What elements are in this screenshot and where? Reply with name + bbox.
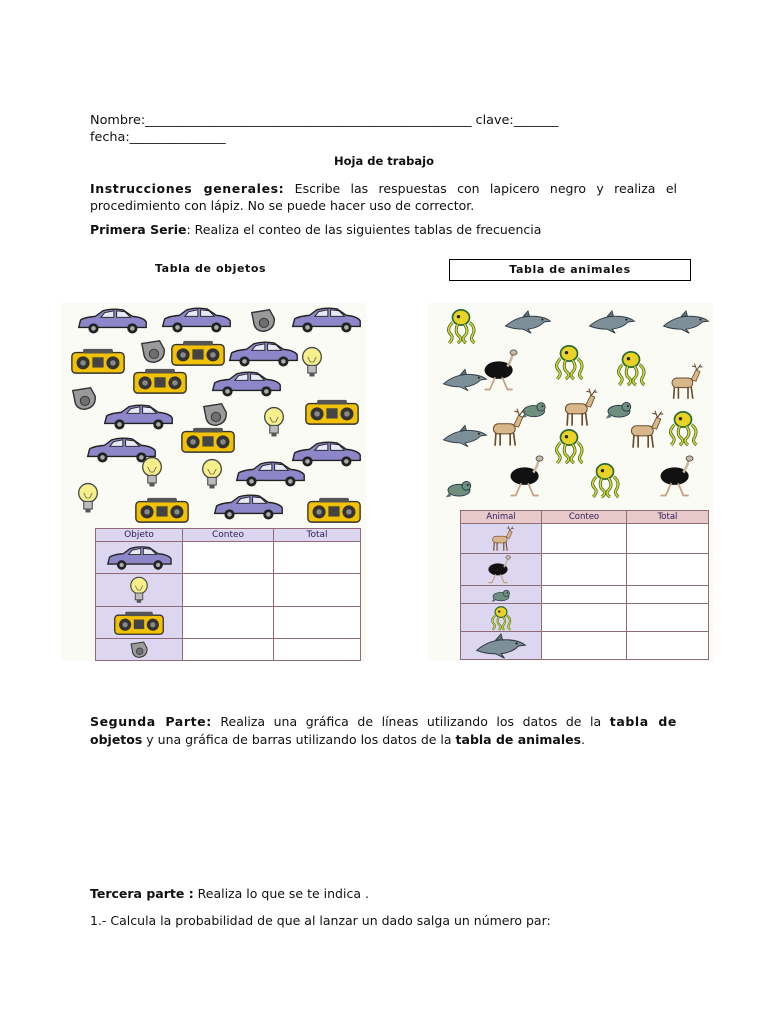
table-row: [96, 542, 361, 574]
table-row: [96, 639, 361, 661]
total-cell[interactable]: [274, 574, 361, 607]
deer-icon: [484, 407, 528, 449]
car-icon: [226, 340, 300, 368]
whistle-icon: [201, 401, 229, 429]
ostrich-icon: [486, 555, 516, 585]
bulb-icon: [126, 575, 152, 605]
car-icon: [159, 306, 233, 334]
segunda-line2: [90, 732, 585, 747]
car-icon: [75, 307, 149, 335]
total-cell[interactable]: [627, 604, 709, 632]
whistle-icon: [128, 640, 150, 660]
table-row: [96, 574, 361, 607]
octopus-icon: [489, 605, 513, 631]
ostrich-icon: [656, 455, 702, 499]
dolphin-icon: [473, 633, 529, 659]
deer-icon: [556, 387, 600, 429]
dolphin-icon: [442, 423, 488, 449]
bulb-icon: [299, 345, 325, 379]
total-cell[interactable]: [627, 632, 709, 660]
radio-icon: [179, 426, 237, 454]
car-icon: [233, 460, 307, 488]
segunda-end: .: [581, 732, 586, 747]
conteo-cell[interactable]: [542, 554, 627, 586]
car-icon: [104, 545, 174, 571]
conteo-cell[interactable]: [183, 574, 274, 607]
whistle-icon: [249, 307, 277, 335]
total-cell[interactable]: [627, 554, 709, 586]
table-row: [461, 604, 709, 632]
conteo-cell[interactable]: [183, 639, 274, 661]
octopus-icon: [552, 427, 586, 465]
dolphin-icon: [662, 309, 710, 335]
primera-text: : Realiza el conteo de las siguientes tablas de frecuencia: [186, 222, 542, 237]
table-row: [461, 554, 709, 586]
segunda-label: Segunda Parte:: [90, 714, 212, 729]
car-icon: [211, 493, 285, 521]
bulb-icon: [261, 405, 287, 439]
primera-serie: [90, 222, 541, 237]
seal-icon: [490, 587, 512, 603]
animals-header-animal: Animal: [461, 511, 542, 524]
segunda-text1: Realiza una gráfica de líneas utilizando los datos de la: [220, 714, 602, 729]
objects-header-conteo: Conteo: [183, 529, 274, 542]
whistle-icon: [70, 385, 98, 413]
table-row: [461, 586, 709, 604]
instructions-line1: [90, 181, 677, 196]
dolphin-icon: [588, 309, 636, 335]
radio-icon: [133, 496, 191, 524]
radio-icon: [169, 339, 227, 367]
question-1: 1.- Calcula la probabilidad de que al lanzar un dado salga un número par:: [90, 913, 551, 928]
tercera-text: Realiza lo que se te indica .: [193, 886, 369, 901]
octopus-icon: [588, 461, 622, 499]
animals-header-conteo: Conteo: [542, 511, 627, 524]
nombre-line: Nombre:___________________________________________________ clave:_______: [90, 113, 559, 128]
total-cell[interactable]: [274, 542, 361, 574]
radio-icon: [303, 398, 361, 426]
radio-icon: [131, 367, 189, 395]
dolphin-icon: [442, 367, 488, 393]
primera-label: Primera Serie: [90, 222, 187, 237]
conteo-cell[interactable]: [542, 604, 627, 632]
segunda-bold3: tabla de animales: [455, 732, 582, 747]
segunda-line1: [90, 714, 677, 729]
segunda-bold2: objetos: [90, 732, 143, 747]
dolphin-icon: [504, 309, 552, 335]
octopus-icon: [444, 307, 478, 345]
radio-icon: [69, 347, 127, 375]
conteo-cell[interactable]: [183, 607, 274, 639]
objects-header-objeto: Objeto: [96, 529, 183, 542]
conteo-cell[interactable]: [542, 586, 627, 604]
deer-icon: [485, 525, 517, 553]
conteo-cell[interactable]: [542, 524, 627, 554]
total-cell[interactable]: [627, 586, 709, 604]
table-row: [461, 524, 709, 554]
total-cell[interactable]: [627, 524, 709, 554]
car-icon: [101, 403, 175, 431]
deer-icon: [622, 409, 666, 451]
fecha-line: fecha:_______________: [90, 130, 226, 145]
tercera-parte: [90, 886, 369, 901]
animals-header-total: Total: [627, 511, 709, 524]
whistle-icon: [139, 338, 167, 366]
car-icon: [209, 370, 283, 398]
table-row: [461, 632, 709, 660]
total-cell[interactable]: [274, 639, 361, 661]
tercera-label: Tercera parte :: [90, 886, 194, 901]
animals-frequency-table: [460, 510, 709, 660]
table-row: [96, 607, 361, 639]
octopus-icon: [614, 349, 648, 387]
radio-icon: [112, 610, 166, 636]
page-title: Hoja de trabajo: [333, 154, 435, 168]
bulb-icon: [199, 457, 225, 491]
deer-icon: [664, 361, 704, 403]
instructions-label: Instrucciones generales:: [90, 181, 285, 196]
radio-icon: [305, 496, 363, 524]
bulb-icon: [75, 481, 101, 515]
total-cell[interactable]: [274, 607, 361, 639]
animals-table-title: Tabla de animales: [449, 259, 691, 281]
instructions-text1: Escribe las respuestas con lapicero negro y realiza el: [294, 181, 677, 196]
instructions-line2: procedimiento con lápiz. No se puede hacer uso de corrector.: [90, 198, 475, 213]
octopus-icon: [666, 409, 700, 447]
objects-frequency-table: [95, 528, 361, 661]
segunda-bold1: tabla de: [609, 714, 677, 729]
conteo-cell[interactable]: [183, 542, 274, 574]
bulb-icon: [139, 455, 165, 489]
seal-icon: [444, 477, 474, 499]
objects-table-title: Tabla de objetos: [155, 262, 267, 275]
objects-header-total: Total: [274, 529, 361, 542]
ostrich-icon: [506, 455, 552, 499]
conteo-cell[interactable]: [542, 632, 627, 660]
segunda-text2: y una gráfica de barras utilizando los datos de la: [142, 732, 456, 747]
car-icon: [289, 306, 363, 334]
octopus-icon: [552, 343, 586, 381]
